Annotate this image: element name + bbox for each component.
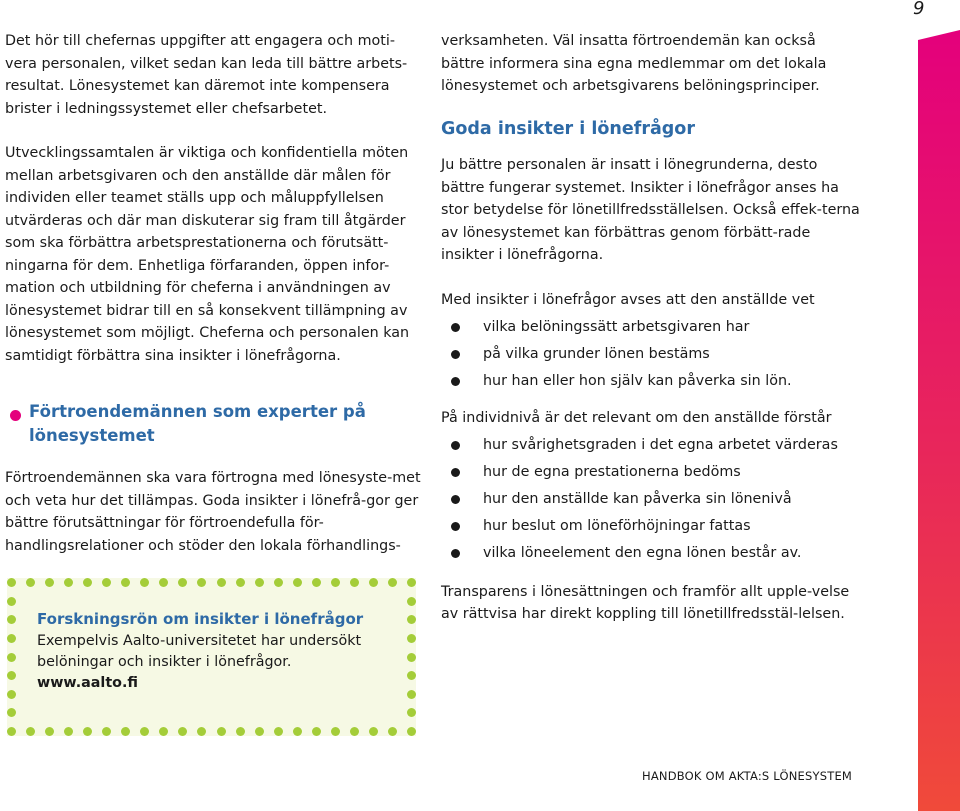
dotted-border-dot: [102, 727, 111, 736]
right-paragraph-4: På individnivå är det relevant om den anställde förstår: [441, 410, 832, 426]
dotted-border-dot: [312, 727, 321, 736]
dotted-border-dot: [178, 578, 187, 587]
list-item-text: vilka löneelement den egna lönen består av.: [483, 545, 802, 561]
list-item: [441, 316, 861, 339]
dotted-border-dot: [407, 615, 416, 624]
left-column: [5, 30, 423, 557]
dotted-border-dot: [350, 578, 359, 587]
dotted-border-dot: [7, 690, 16, 699]
dotted-border-dot: [217, 578, 226, 587]
dotted-border-dot: [217, 727, 226, 736]
bullet-icon: [451, 441, 460, 450]
list-item: [441, 488, 861, 511]
dotted-border-dot: [388, 727, 397, 736]
box-title: Forskningsrön om insikter i lönefrågor: [37, 610, 364, 628]
dotted-border-dot: [407, 578, 416, 587]
dotted-border-dot: [140, 727, 149, 736]
list-item: [441, 343, 861, 366]
pink-bullet-icon: [10, 410, 21, 421]
bullet-icon: [451, 522, 460, 531]
dotted-border-dot: [197, 727, 206, 736]
list-item-text: vilka belöningssätt arbetsgivaren har: [483, 318, 750, 335]
dotted-border-dot: [274, 727, 283, 736]
dotted-border-dot: [407, 690, 416, 699]
page-number: 9: [913, 0, 925, 19]
dotted-border-dot: [26, 578, 35, 587]
right-column: [441, 30, 861, 626]
dotted-border-dot: [45, 578, 54, 587]
left-paragraph-2: Utvecklingssamtalen är viktiga och konfidentiella möten mellan arbetsgivaren och den anställde där målen för individen eller teamet ställs upp och måluppfyllelsen utvärderas och där man diskuterar sig fram till åtgärder som ska förbättra arbetsprestationerna och förutsätt-ningarna för dem. Enhetliga förfaranden, öppen infor-mation och utbildning för cheferna i användningen av lönesystemet bidrar till en så konsekvent tillämpning av lönesystemet som möjligt. Cheferna och personalen kan samtidigt förbättra sina insikter i lönefrågorna.: [5, 145, 410, 364]
left-section-heading: [5, 401, 423, 448]
dotted-border-dot: [388, 578, 397, 587]
dotted-border-dot: [350, 727, 359, 736]
list-item-text: på vilka grunder lönen bestäms: [483, 345, 710, 362]
bullet-icon: [451, 350, 460, 359]
right-heading: Goda insikter i lönefrågor: [441, 118, 695, 139]
bullet-icon: [451, 377, 460, 386]
list-item-text: hur beslut om löneförhöjningar fattas: [483, 518, 751, 534]
list-item: [441, 515, 861, 538]
dotted-border-dot: [236, 578, 245, 587]
dotted-border-dot: [7, 615, 16, 624]
dotted-border-dot: [83, 727, 92, 736]
list-item: [441, 370, 861, 393]
dotted-border-dot: [7, 708, 16, 717]
dotted-border-dot: [255, 578, 264, 587]
dotted-border-dot: [369, 578, 378, 587]
list-item: [441, 434, 861, 457]
dotted-border-dot: [7, 671, 16, 680]
bullet-icon: [451, 323, 460, 332]
dotted-border-dot: [121, 727, 130, 736]
research-info-box: [7, 578, 416, 736]
footer-title: HANDBOK OM AKTA:S LÖNESYSTEM: [642, 769, 853, 783]
dotted-border-dot: [7, 597, 16, 606]
dotted-border-dot: [7, 634, 16, 643]
dotted-border-dot: [64, 578, 73, 587]
list-item-text: hur svårighetsgraden i det egna arbetet värderas: [483, 437, 838, 453]
dotted-border-dot: [7, 653, 16, 662]
dotted-border-dot: [197, 578, 206, 587]
right-paragraph-3: Med insikter i lönefrågor avses att den anställde vet: [441, 291, 815, 308]
bullet-icon: [451, 495, 460, 504]
dotted-border-dot: [293, 578, 302, 587]
right-paragraph-1: verksamheten. Väl insatta förtroendemän kan också bättre informera sina egna medlemmar om det lokala lönesystemet och arbetsgivarens belöningsprinciper.: [441, 33, 827, 94]
list-item-text: hur de egna prestationerna bedöms: [483, 464, 741, 480]
list-item-text: hur han eller hon själv kan påverka sin lön.: [483, 372, 792, 389]
dotted-border-dot: [369, 727, 378, 736]
dotted-border-dot: [236, 727, 245, 736]
bullet-icon: [451, 549, 460, 558]
list-item: [441, 542, 861, 565]
dotted-border-dot: [407, 708, 416, 717]
left-paragraph-1: Det hör till chefernas uppgifter att engagera och moti-vera personalen, vilket sedan kan leda till bättre arbets-resultat. Lönesystemet kan däremot inte kompensera brister i ledningssystemet eller chefsarbetet.: [5, 33, 408, 117]
dotted-border-dot: [293, 727, 302, 736]
dotted-border-dot: [312, 578, 321, 587]
dotted-border-dot: [274, 578, 283, 587]
box-link[interactable]: www.aalto.fi: [37, 674, 139, 691]
dotted-border-dot: [407, 671, 416, 680]
dotted-border-dot: [140, 578, 149, 587]
bullet-list-2: [441, 434, 861, 565]
left-paragraph-3: Förtroendemännen ska vara förtrogna med lönesyste-met och veta hur det tillämpas. Goda insikter i lönefrå-gor ger bättre förutsättningar för förtroendefulla för-handlingsrelationer och stöder den lokala förhandlings-: [5, 470, 421, 554]
list-item-text: hur den anställde kan påverka sin lönenivå: [483, 491, 792, 507]
dotted-border-dot: [7, 727, 16, 736]
right-paragraph-2: Ju bättre personalen är insatt i lönegrunderna, desto bättre fungerar systemet. Insikter i lönefrågor anses ha stor betydelse för lönetillfredsställelsen. Också effek-terna av lönesystemet kan förbättras genom förbätt-rade insikter i lönefrågorna.: [441, 157, 860, 263]
left-heading-text: Förtroendemännen som experter på lönesystemet: [29, 402, 366, 445]
dotted-border-dot: [102, 578, 111, 587]
bullet-list-1: [441, 316, 861, 393]
dotted-border-dot: [331, 578, 340, 587]
dotted-border-dot: [26, 727, 35, 736]
list-item: [441, 461, 861, 484]
dotted-border-dot: [83, 578, 92, 587]
decorative-color-stripe: [918, 30, 960, 811]
bullet-icon: [451, 468, 460, 477]
dotted-border-dot: [159, 727, 168, 736]
dotted-border-dot: [407, 653, 416, 662]
dotted-border-dot: [45, 727, 54, 736]
dotted-border-dot: [159, 578, 168, 587]
dotted-border-dot: [121, 578, 130, 587]
dotted-border-dot: [7, 578, 16, 587]
dotted-border-dot: [178, 727, 187, 736]
dotted-border-dot: [407, 597, 416, 606]
dotted-border-dot: [331, 727, 340, 736]
dotted-border-dot: [255, 727, 264, 736]
right-paragraph-5: Transparens i lönesättningen och framför allt upple-velse av rättvisa har direkt koppling till lönetillfredsstäl-lelsen.: [441, 583, 850, 622]
box-text: Exempelvis Aalto-universitetet har undersökt belöningar och insikter i lönefrågor.: [37, 632, 362, 670]
dotted-border-dot: [64, 727, 73, 736]
dotted-border-dot: [407, 634, 416, 643]
dotted-border-dot: [407, 727, 416, 736]
